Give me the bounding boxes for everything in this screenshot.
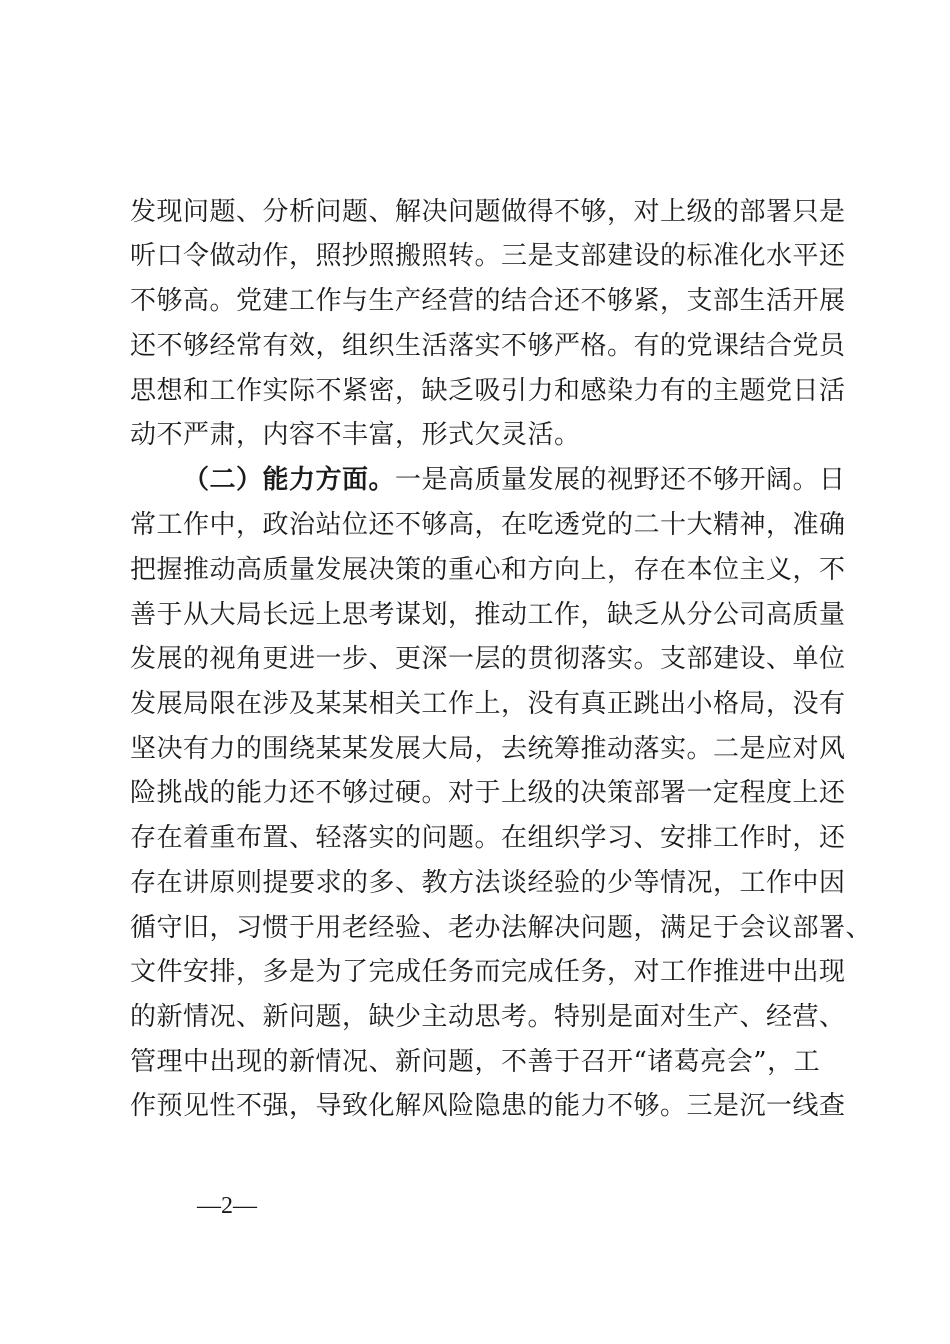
- paragraph-line: 把握推动高质量发展决策的重心和方向上，存在本位主义，不: [130, 555, 846, 585]
- section-first-line: [183, 465, 883, 495]
- paragraph-line: 险挑战的能力还不够过硬。对于上级的决策部署一定程度上还: [130, 778, 846, 808]
- paragraph-line: 听口令做动作，照抄照搬照转。三是支部建设的标准化水平还: [130, 241, 846, 271]
- paragraph-line: 善于从大局长远上思考谋划，推动工作，缺乏从分公司高质量: [130, 600, 846, 630]
- paragraph-line: 坚决有力的围绕某某发展大局，去统筹推动落实。二是应对风: [130, 734, 846, 764]
- paragraph-line: 发展局限在涉及某某相关工作上，没有真正跳出小格局，没有: [130, 689, 846, 719]
- section-heading: （二）能力方面。: [183, 465, 396, 495]
- page-number: —2—: [197, 1193, 257, 1219]
- paragraph-line: 存在着重布置、轻落实的问题。在组织学习、安排工作时，还: [130, 823, 846, 853]
- paragraph-line: 作预见性不强，导致化解风险隐患的能力不够。三是沉一线查: [130, 1091, 846, 1121]
- paragraph-line: 动不严肃，内容不丰富，形式欠灵活。: [130, 420, 581, 450]
- paragraph-line: 常工作中，政治站位还不够高，在吃透党的二十大精神，准确: [130, 510, 846, 540]
- paragraph-line: 文件安排，多是为了完成任务而完成任务，对工作推进中出现: [130, 957, 846, 987]
- paragraph-line: 发展的视角更进一步、更深一层的贯彻落实。支部建设、单位: [130, 644, 846, 674]
- paragraph-line: 管理中出现的新情况、新问题，不善于召开“诸葛亮会”，工: [130, 1047, 821, 1077]
- paragraph-line: 还不够经常有效，组织生活落实不够严格。有的党课结合党员: [130, 331, 846, 361]
- paragraph-line: 思想和工作实际不紧密，缺乏吸引力和感染力有的主题党日活: [130, 376, 846, 406]
- paragraph-line: 循守旧，习惯于用老经验、老办法解决问题，满足于会议部署、: [130, 913, 873, 943]
- paragraph-line: 发现问题、分析问题、解决问题做得不够，对上级的部署只是: [130, 197, 846, 227]
- paragraph-line: 不够高。党建工作与生产经营的结合还不够紧，支部生活开展: [130, 286, 846, 316]
- paragraph-line: 存在讲原则提要求的多、教方法谈经验的少等情况，工作中因: [130, 868, 846, 898]
- section-first-line-text: 一是高质量发展的视野还不够开阔。日: [395, 465, 846, 495]
- paragraph-line: 的新情况、新问题，缺少主动思考。特别是面对生产、经营、: [130, 1002, 846, 1032]
